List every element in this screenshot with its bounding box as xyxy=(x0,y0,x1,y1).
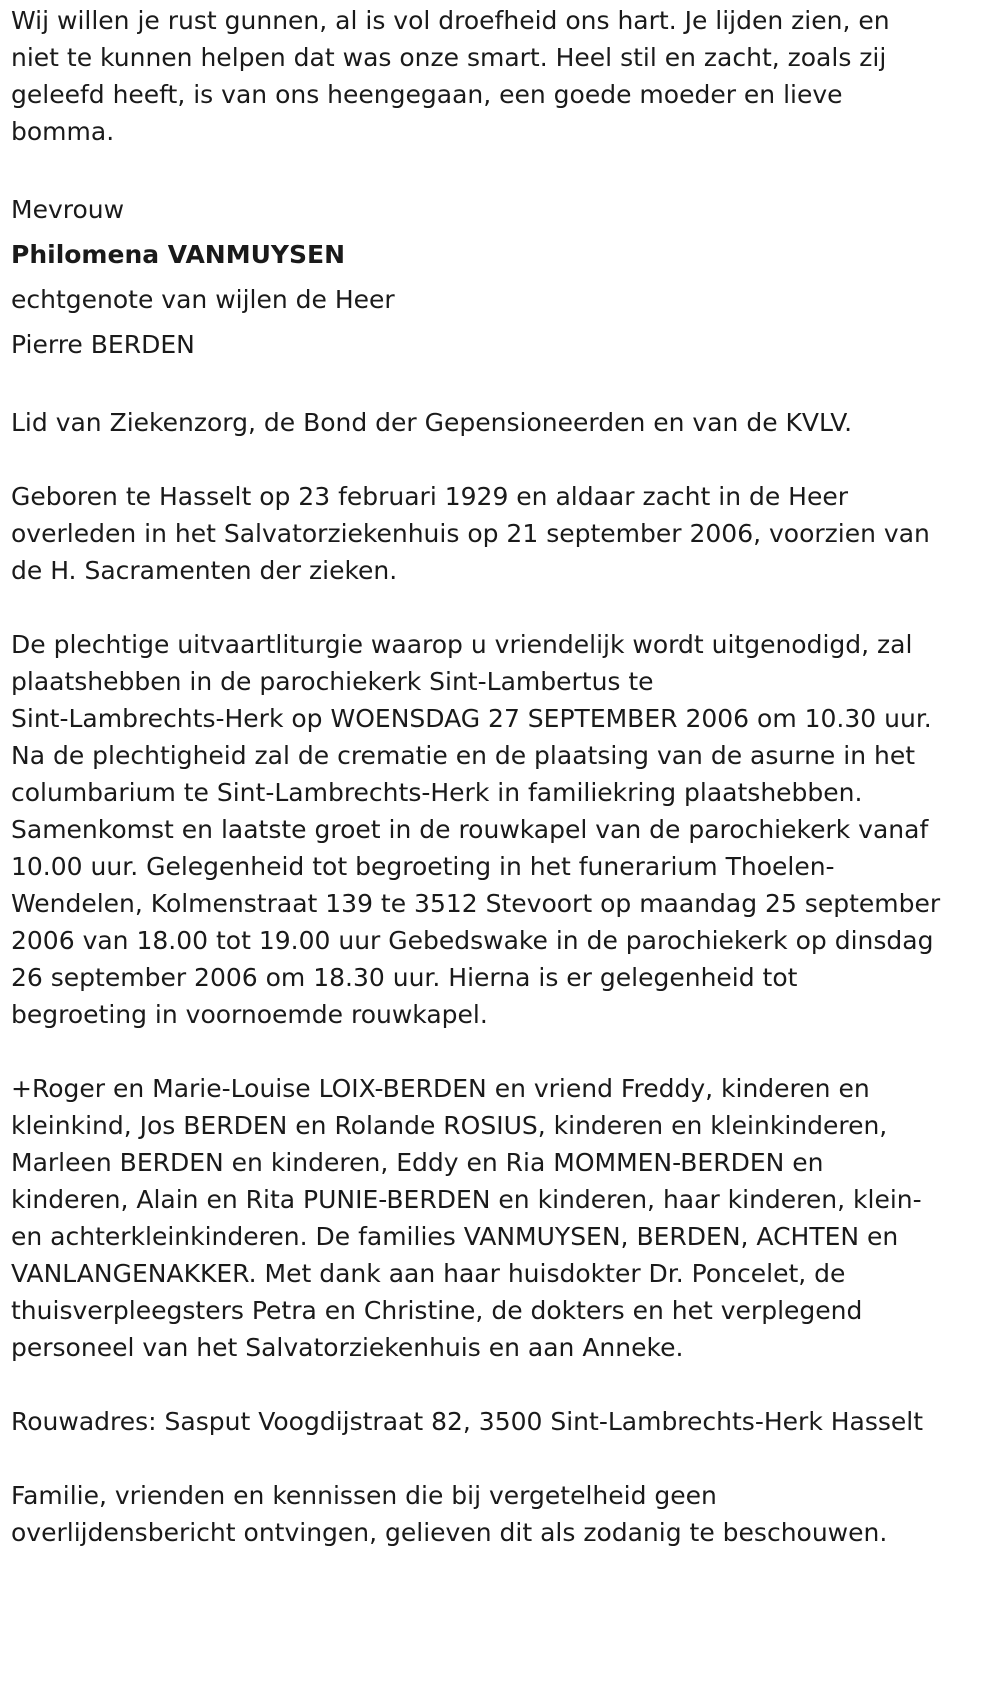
address-paragraph: Rouwadres: Sasput Voogdijstraat 82, 3500 Sint-Lambrechts-Herk Hasselt xyxy=(11,1407,924,1436)
birth-death-paragraph: Geboren te Hasselt op 23 februari 1929 en aldaar zacht in de Heer overleden in het Salvatorziekenhuis op 21 september 2006, voorzien van de H. Sacramenten der zieken. xyxy=(11,482,930,585)
relation-text: echtgenote van wijlen de Heer xyxy=(11,285,395,314)
family-paragraph: +Roger en Marie-Louise LOIX-BERDEN en vriend Freddy, kinderen en kleinkind, Jos BERDEN en Rolande ROSIUS, kinderen en kleinkinderen, Marleen BERDEN en kinderen, Eddy en Ria MOMMEN-BERDEN en kinderen, Alain en Rita PUNIE-BERDEN en kinderen, haar kinderen, klein- en achterkleinkinderen. De families VANMUYSEN, BERDEN, ACHTEN en VANLANGENAKKER. Met dank aan haar huisdokter Dr. Poncelet, de thuisverpleegsters Petra en Christine, de dokters en het verplegend personeel van het Salvatorziekenhuis en aan Anneke. xyxy=(11,1074,922,1362)
honorific: Mevrouw xyxy=(11,195,125,224)
membership-paragraph: Lid van Ziekenzorg, de Bond der Gepensioneerden en van de KVLV. xyxy=(11,408,853,437)
spouse-name: Pierre BERDEN xyxy=(11,330,195,359)
deceased-header xyxy=(11,187,990,367)
intro-poem: Wij willen je rust gunnen, al is vol droefheid ons hart. Je lijden zien, en niet te kunnen helpen dat was onze smart. Heel stil en zacht, zoals zij geleefd heeft, is van ons heengegaan, een goede moeder en lieve bomma. xyxy=(11,6,890,146)
closing-paragraph: Familie, vrienden en kennissen die bij vergetelheid geen overlijdensbericht ontvingen, gelieven dit als zodanig te beschouwen. xyxy=(11,1481,888,1547)
ceremony-paragraph: De plechtige uitvaartliturgie waarop u vriendelijk wordt uitgenodigd, zal plaatshebben in de parochiekerk Sint-Lambertus te Sint-Lambrechts-Herk op WOENSDAG 27 SEPTEMBER 2006 om 10.30 uur. Na de plechtigheid zal de crematie en de plaatsing van de asurne in het columbarium te Sint-Lambrechts-Herk in familiekring plaatshebben. Samenkomst en laatste groet in de rouwkapel van de parochiekerk vanaf 10.00 uur. Gelegenheid tot begroeting in het funerarium Thoelen- Wendelen, Kolmenstraat 139 te 3512 Stevoort op maandag 25 september 2006 van 18.00 tot 19.00 uur Gebedswake in de parochiekerk op dinsdag 26 september 2006 om 18.30 uur. Hierna is er gelegenheid tot begroeting in voornoemde rouwkapel. xyxy=(11,630,941,1029)
deceased-name: Philomena VANMUYSEN xyxy=(11,240,346,269)
